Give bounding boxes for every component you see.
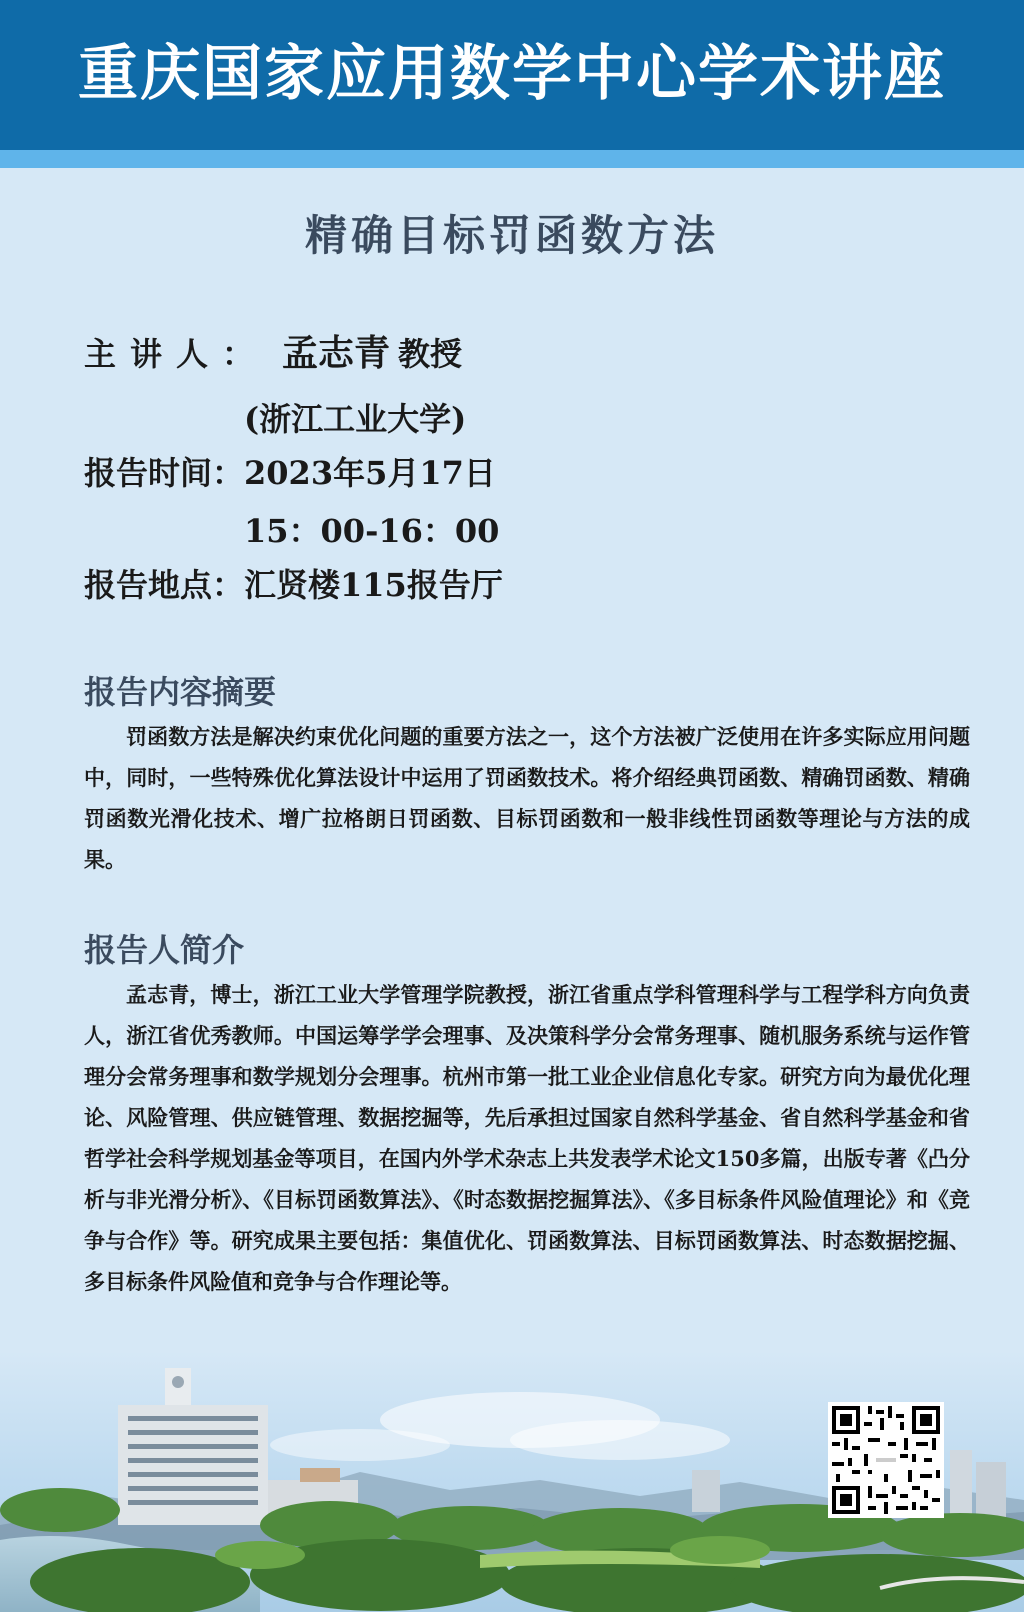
speaker-affiliation: (浙江工业大学) — [244, 400, 467, 438]
lecture-date: 2023年5月17日 — [244, 454, 496, 492]
lecture-title: 精确目标罚函数方法 — [304, 211, 719, 260]
speaker-name: 孟志青 — [282, 332, 391, 374]
time-row — [84, 448, 496, 498]
speaker-row — [84, 328, 462, 379]
place-row — [84, 560, 503, 610]
qr-code[interactable] — [828, 1402, 944, 1518]
lecture-time: 15：00-16：00 — [244, 512, 500, 550]
time-label: 报告时间： — [84, 454, 245, 492]
qr-code-icon — [832, 1406, 940, 1514]
header-stripe — [0, 150, 1024, 168]
speaker-title: 教授 — [398, 335, 463, 373]
abstract-heading: 报告内容摘要 — [84, 673, 277, 711]
header-title: 重庆国家应用数学中心学术讲座 — [78, 39, 946, 109]
place-label: 报告地点： — [84, 566, 245, 604]
lecture-place: 汇贤楼115报告厅 — [244, 566, 503, 604]
speaker-label: 主讲人： — [84, 335, 269, 373]
bio-text: 孟志青，博士，浙江工业大学管理学院教授，浙江省重点学科管理科学与工程学科方向负责人，浙江省优秀教师。中国运筹学学会理事、及决策科学分会常务理事、随机服务系统与运作管理分会常务理事和数学规划分会理事。杭州市第一批工业企业信息化专家。研究方向为最优化理论、风险管理、供应链管理、数据挖掘等，先后承担过国家自然科学基金、省自然科学基金和省哲学社会科学规划基金等项目，在国内外学术杂志上共发表学术论文150多篇，出版专著《凸分析与非光滑分析》、《目标罚函数算法》、《时态数据挖掘算法》、《多目标条件风险值理论》和《竞争与合作》等。研究成果主要包括：集值优化、罚函数算法、目标罚函数算法、时态数据挖掘、多目标条件风险值和竞争与合作理论等。 — [84, 982, 970, 1294]
abstract-text: 罚函数方法是解决约束优化问题的重要方法之一，这个方法被广泛使用在许多实际应用问题中，同时，一些特殊优化算法设计中运用了罚函数技术。将介绍经典罚函数、精确罚函数、精确罚函数光滑化技术、增广拉格朗日罚函数、目标罚函数和一般非线性罚函数等理论与方法的成果。 — [84, 724, 970, 872]
bio-heading: 报告人简介 — [84, 931, 245, 969]
